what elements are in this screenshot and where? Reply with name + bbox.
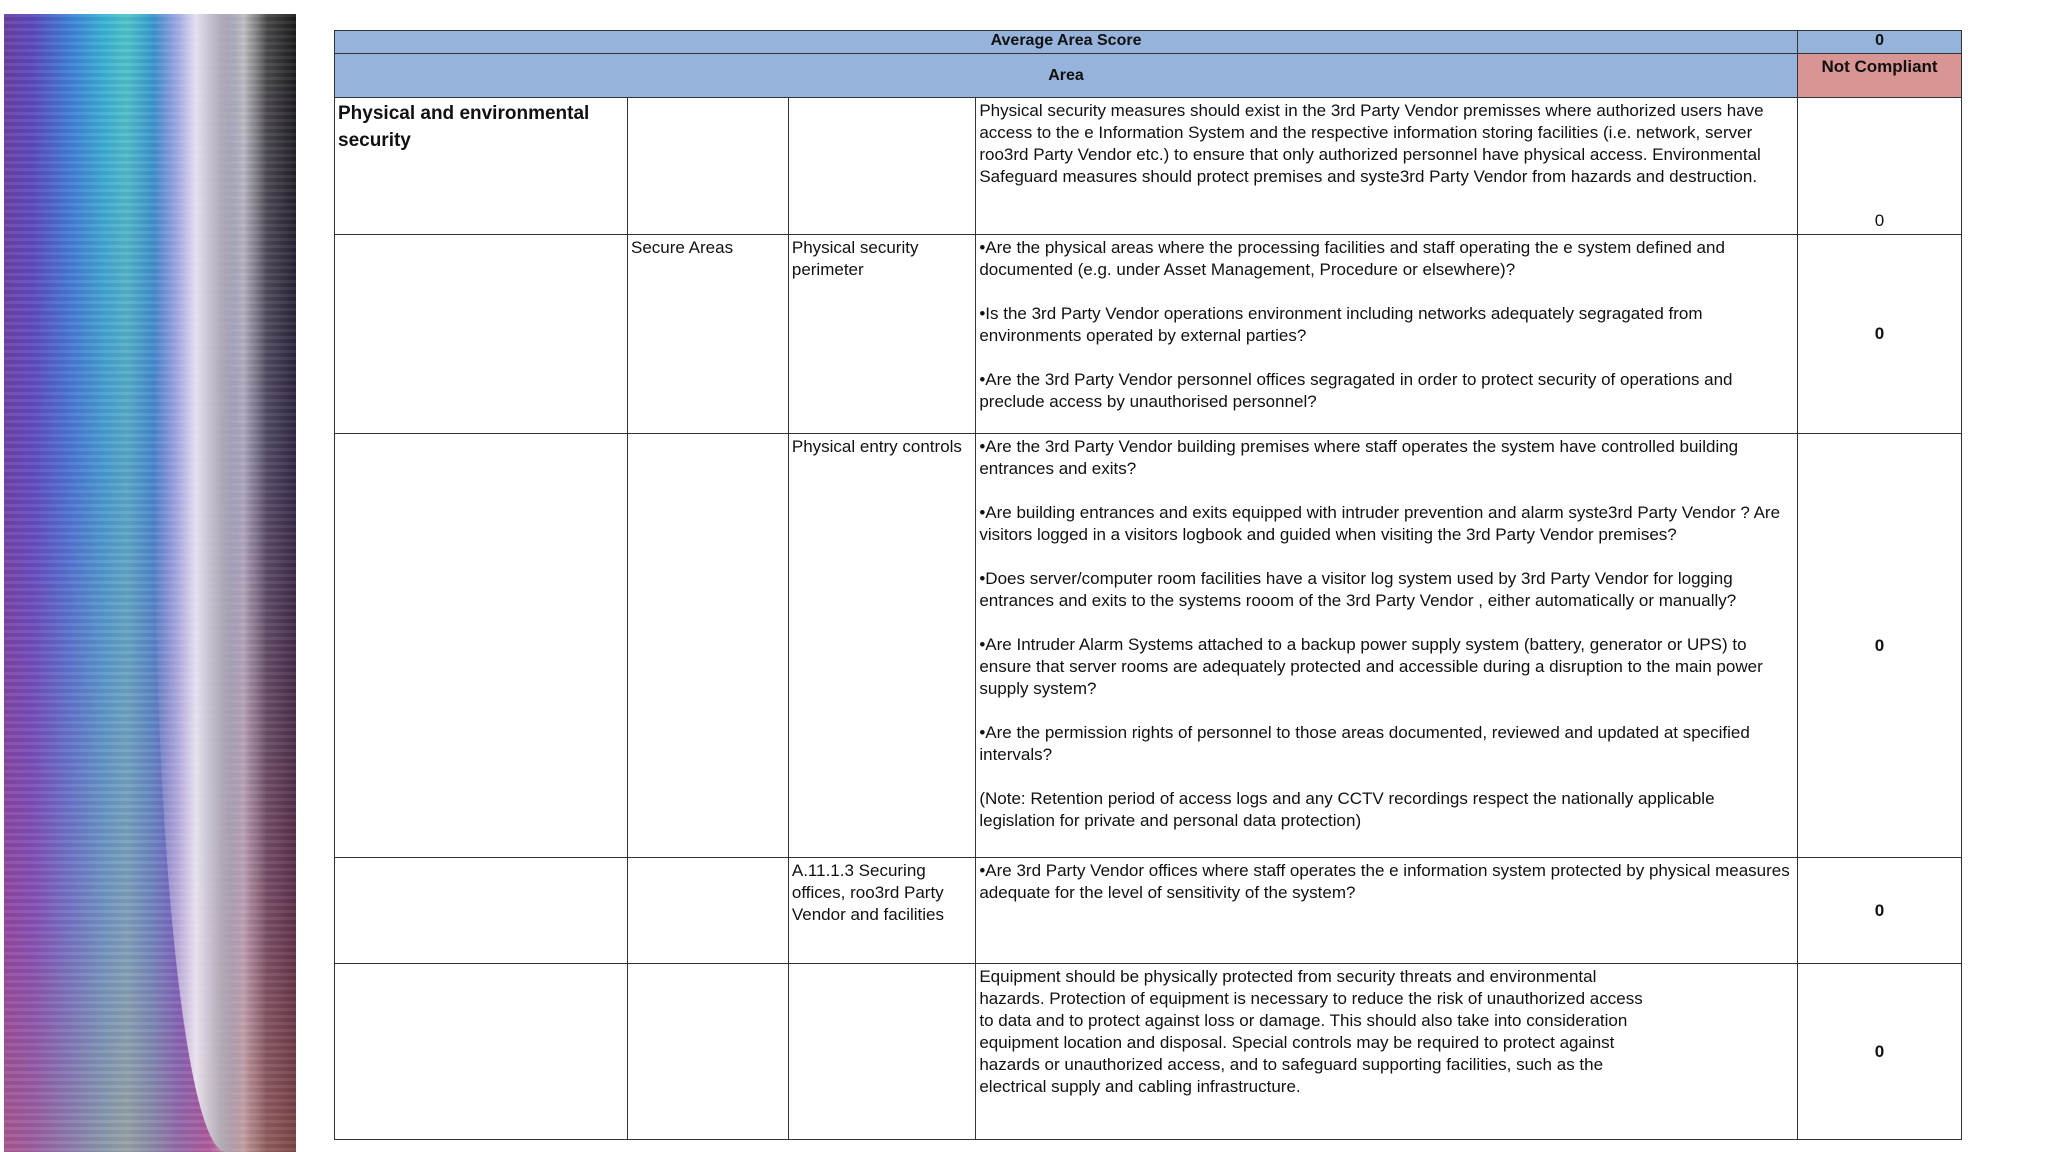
section-cell [335,235,628,434]
table-row [335,434,1962,858]
description-paragraph: •Are Intruder Alarm Systems attached to a backup power supply system (battery, generator or UPS) to ensure that server rooms are adequately protected and accessible during a disruption to the main power supply system? [979,635,1763,698]
control-cell: Physical security perimeter [788,235,975,434]
section-cell [335,964,628,1140]
section-cell [335,858,628,964]
average-area-score-value: 0 [1798,31,1962,54]
description-cell [976,98,1798,235]
description-paragraph: •Are the 3rd Party Vendor building premises where staff operates the system have controlled building entrances and exits? [979,437,1739,478]
control-cell [788,98,975,235]
average-score-row [335,31,1962,54]
category-cell [628,964,789,1140]
table-row [335,98,1962,235]
description-cell [976,964,1798,1140]
category-cell [628,858,789,964]
score-cell: 0 [1798,98,1962,235]
description-paragraph: •Are the permission rights of personnel to those areas documented, reviewed and updated at specified intervals? [979,723,1750,764]
section-cell [335,434,628,858]
table-row [335,858,1962,964]
score-cell: 0 [1798,235,1962,434]
description-paragraph: Equipment should be physically protected from security threats and environmental hazards. Protection of equipment is necessary to reduce the risk of unauthorized access to data and to protect against loss or damage. This should also take into consideration equipment location and disposal. Special controls may be required to protect against hazards or unauthorized access, and to safeguard supporting facilities, such as the electrical supply and cabling infrastructure. [979,967,1643,1096]
score-cell: 0 [1798,858,1962,964]
description-cell [976,858,1798,964]
section-title-text: Physical and environmental security [338,103,590,151]
section-title [335,98,628,235]
area-header-label: Area [335,54,1798,98]
description-paragraph: (Note: Retention period of access logs and any CCTV recordings respect the nationally applicable legislation for private and personal data protection) [979,789,1715,830]
table-row [335,964,1962,1140]
category-cell [628,98,789,235]
description-paragraph: •Are building entrances and exits equipped with intruder prevention and alarm syste3rd Party Vendor ? Are visitors logged in a visitors logbook and guided when visiting the 3rd Party Vendor premises? [979,503,1781,544]
not-compliant-status: Not Compliant [1798,54,1962,98]
description-paragraph: •Are the 3rd Party Vendor personnel offices segragated in order to protect security of operations and preclude access by unauthorised personnel? [979,370,1733,411]
description-paragraph: Physical security measures should exist in the 3rd Party Vendor premisses where authorized users have access to the e Information System and the respective information storing facilities (i.e. network, server roo3rd Party Vendor etc.) to ensure that only authorized personnel have physical access. Environmental Safeguard measures should protect premises and syste3rd Party Vendor from hazards and destruction. [979,101,1764,186]
control-cell [788,964,975,1140]
control-cell: A.11.1.3 Securing offices, roo3rd Party Vendor and facilities [788,858,975,964]
assessment-table [334,30,1962,1140]
description-cell [976,235,1798,434]
area-header-row [335,54,1962,98]
category-cell: Secure Areas [628,235,789,434]
description-paragraph: •Does server/computer room facilities have a visitor log system used by 3rd Party Vendor for logging entrances and exits to the systems rooom of the 3rd Party Vendor , either automatically or manually? [979,569,1737,610]
description-paragraph: •Are the physical areas where the processing facilities and staff operating the e system defined and documented (e.g. under Asset Management, Procedure or elsewhere)? [979,238,1725,279]
category-cell [628,434,789,858]
score-cell: 0 [1798,434,1962,858]
control-cell: Physical entry controls [788,434,975,858]
score-cell: 0 [1798,964,1962,1140]
description-cell [976,434,1798,858]
average-area-score-label: Average Area Score [335,31,1798,54]
decorative-banner-image [4,14,296,1152]
description-paragraph: •Is the 3rd Party Vendor operations environment including networks adequately segragated from environments operated by external parties? [979,304,1703,345]
table-row [335,235,1962,434]
description-paragraph: •Are 3rd Party Vendor offices where staff operates the e information system protected by physical measures adequate for the level of sensitivity of the system? [979,861,1790,902]
